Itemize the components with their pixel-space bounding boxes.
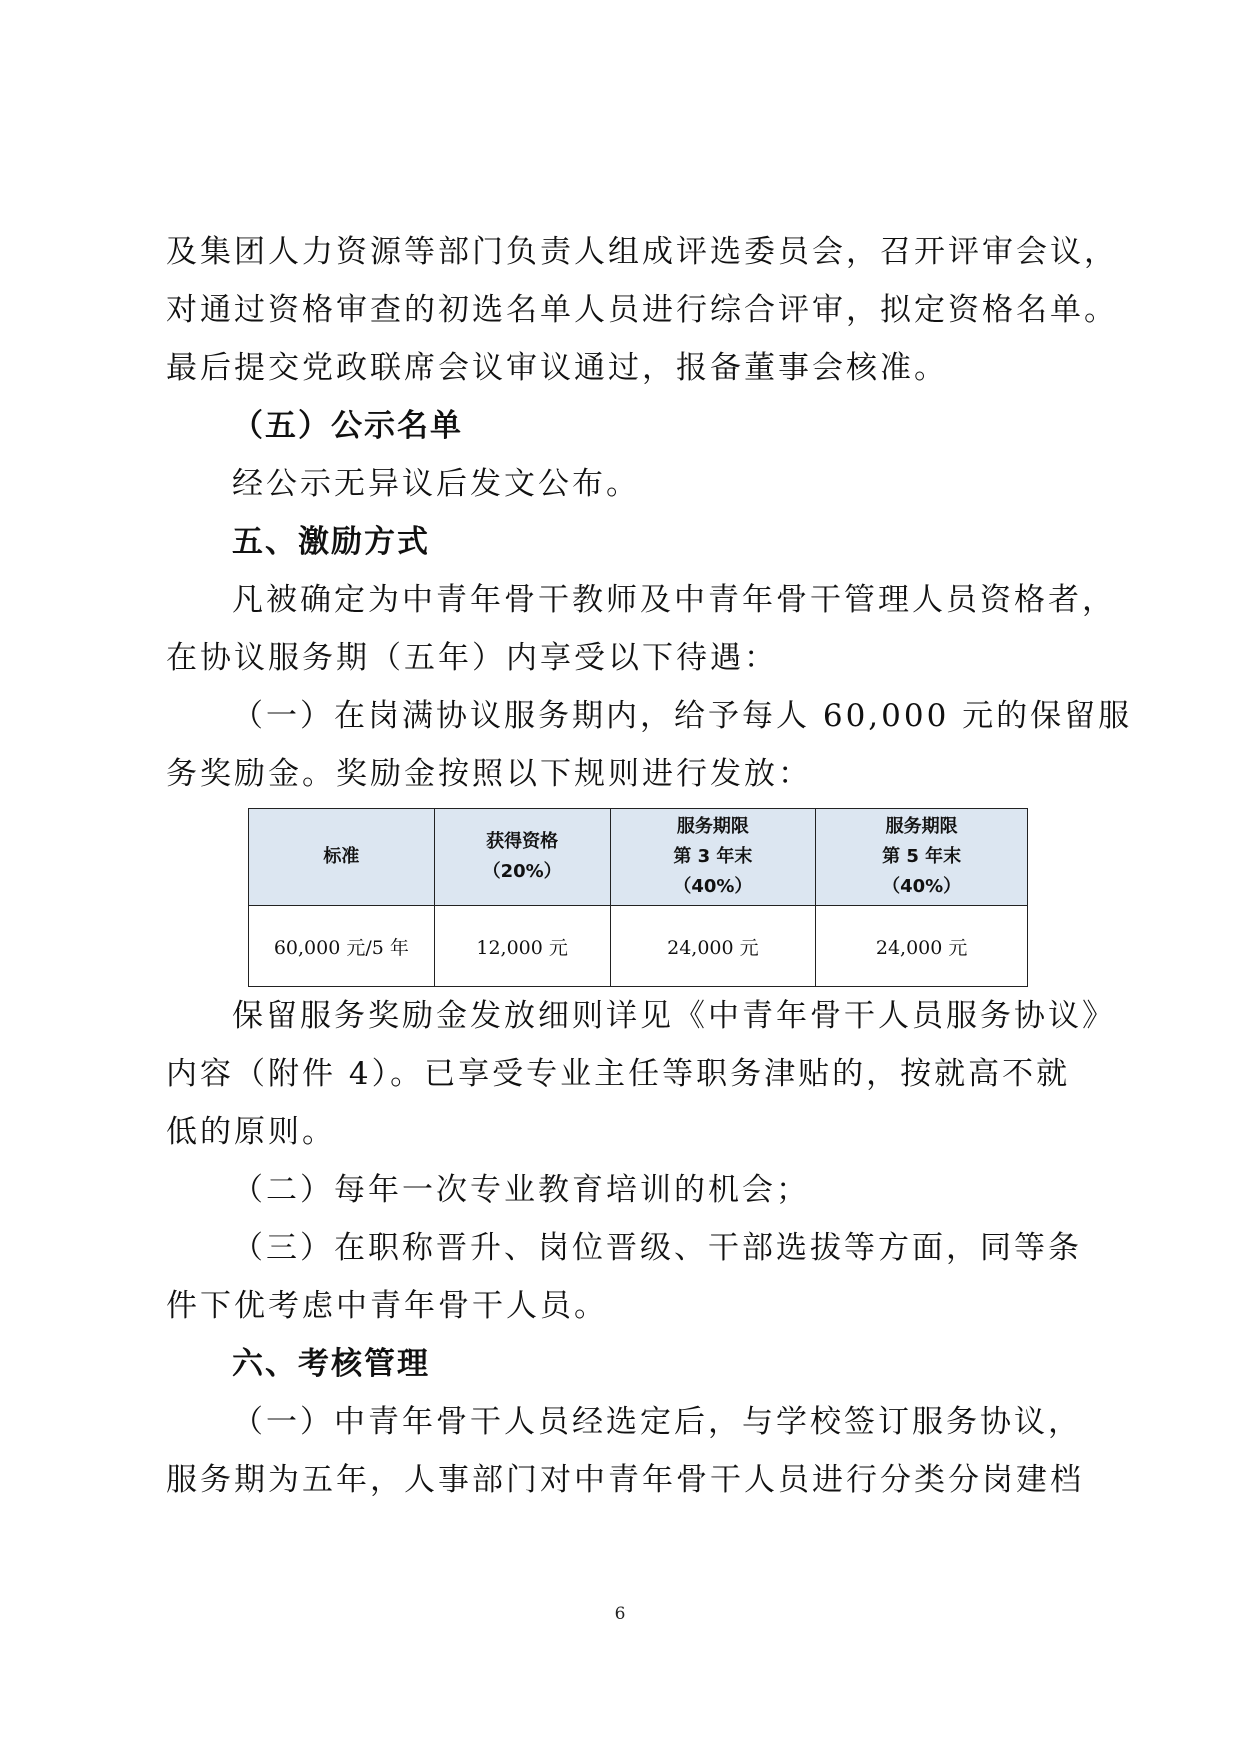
paragraph-line: 件下优考虑中青年骨干人员。 bbox=[166, 1288, 608, 1324]
section-heading-assessment: 六、考核管理 bbox=[232, 1346, 430, 1382]
page-number: 6 bbox=[614, 1604, 626, 1624]
paragraph-line: 务奖励金。奖励金按照以下规则进行发放： bbox=[166, 756, 812, 792]
table-header-standard: 标准 bbox=[249, 809, 435, 906]
paragraph-line: （一）在岗满协议服务期内，给予每人 60,000 元的保留服 bbox=[232, 698, 1133, 734]
reward-table bbox=[248, 808, 1028, 987]
section-heading-incentive: 五、激励方式 bbox=[232, 524, 430, 560]
paragraph-line: 内容（附件 4）。已享受专业主任等职务津贴的，按就高不就 bbox=[166, 1056, 1071, 1092]
paragraph-line: 经公示无异议后发文公布。 bbox=[232, 466, 640, 502]
paragraph-line: 保留服务奖励金发放细则详见《中青年骨干人员服务协议》 bbox=[232, 998, 1116, 1034]
table-header-row bbox=[249, 809, 1028, 906]
table-cell-year5: 24,000 元 bbox=[816, 906, 1028, 987]
paragraph-line: （一）中青年骨干人员经选定后，与学校签订服务协议， bbox=[232, 1404, 1082, 1440]
table-cell-standard: 60,000 元/5 年 bbox=[249, 906, 435, 987]
table-header-qualification: 获得资格 （20%） bbox=[434, 809, 610, 906]
paragraph-line: 最后提交党政联席会议审议通过，报备董事会核准。 bbox=[166, 350, 948, 386]
table-cell-qualification: 12,000 元 bbox=[434, 906, 610, 987]
paragraph-line: 凡被确定为中青年骨干教师及中青年骨干管理人员资格者， bbox=[232, 582, 1116, 618]
paragraph-line: 对通过资格审查的初选名单人员进行综合评审，拟定资格名单。 bbox=[166, 292, 1118, 328]
table-cell-year3: 24,000 元 bbox=[610, 906, 816, 987]
table-header-year5: 服务期限 第 5 年末 （40%） bbox=[816, 809, 1028, 906]
paragraph-line: 及集团人力资源等部门负责人组成评选委员会，召开评审会议， bbox=[166, 234, 1118, 270]
paragraph-line: 服务期为五年，人事部门对中青年骨干人员进行分类分岗建档 bbox=[166, 1462, 1084, 1498]
paragraph-line: 低的原则。 bbox=[166, 1114, 336, 1150]
table-header-year3: 服务期限 第 3 年末 （40%） bbox=[610, 809, 816, 906]
paragraph-line: （三）在职称晋升、岗位晋级、干部选拔等方面，同等条 bbox=[232, 1230, 1082, 1266]
paragraph-line: 在协议服务期（五年）内享受以下待遇： bbox=[166, 640, 778, 676]
section-heading-publicity: （五）公示名单 bbox=[232, 408, 463, 444]
table-row bbox=[249, 906, 1028, 987]
paragraph-line: （二）每年一次专业教育培训的机会； bbox=[232, 1172, 810, 1208]
